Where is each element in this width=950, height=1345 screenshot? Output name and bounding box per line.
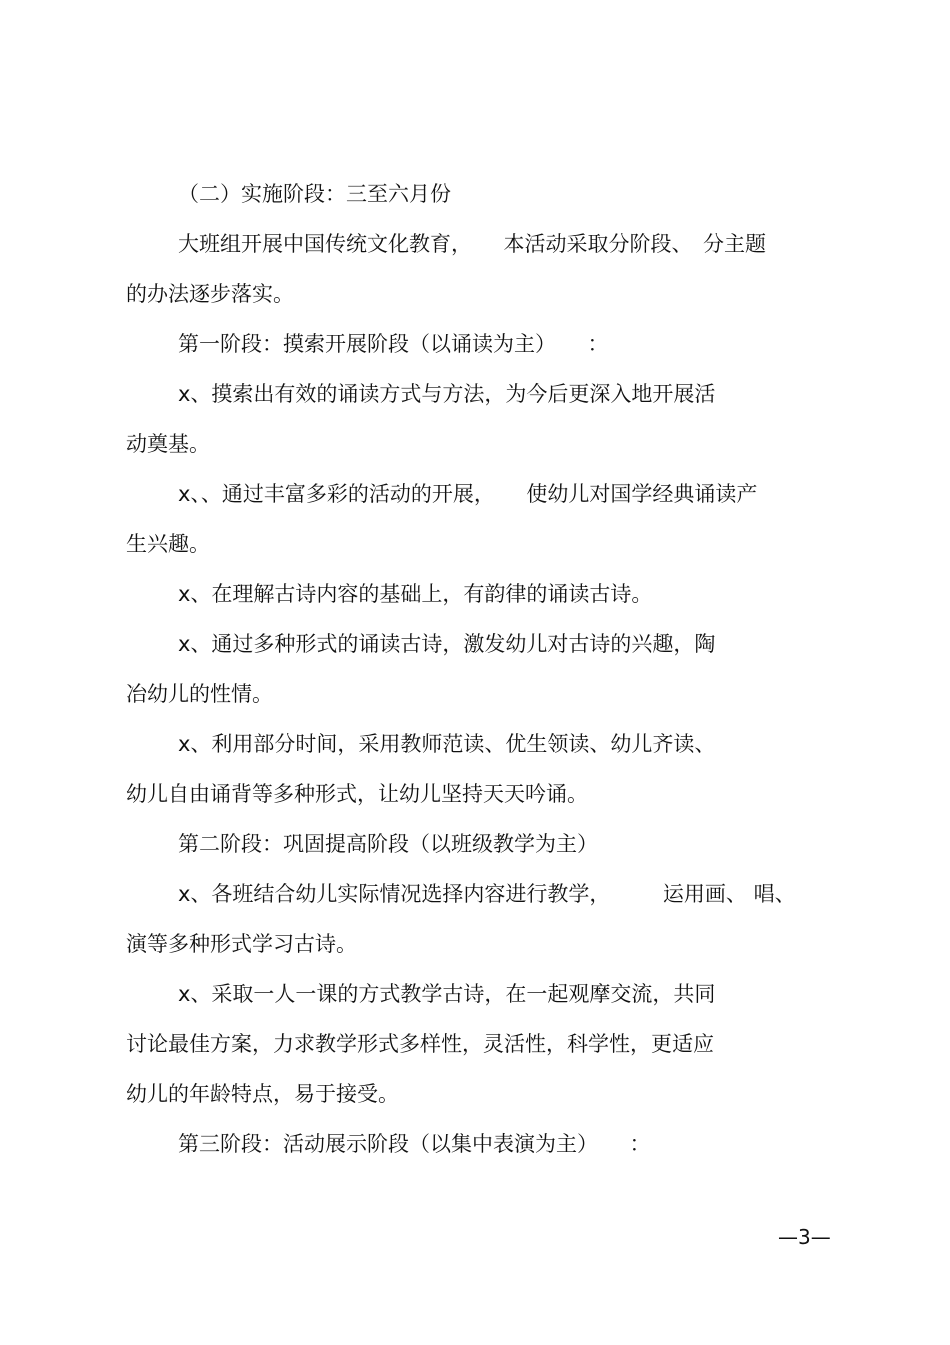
stage-heading: 第一阶段：摸索开展阶段（以诵读为主） ： (178, 332, 609, 356)
paragraph-line: 动奠基。 (126, 432, 210, 456)
section-heading: （二）实施阶段：三至六月份 (178, 182, 451, 206)
paragraph-line: 冶幼儿的性情。 (126, 682, 273, 706)
paragraph-line: x、、通过丰富多彩的活动的开展， 使幼儿对国学经典诵读产 (178, 482, 758, 506)
stage-heading: 第三阶段：活动展示阶段（以集中表演为主） ： (178, 1132, 651, 1156)
paragraph-line: x、利用部分时间，采用教师范读、优生领读、幼儿齐读、 (178, 732, 716, 756)
paragraph-line: x、摸索出有效的诵读方式与方法，为今后更深入地开展活 (178, 382, 716, 406)
paragraph-line: 演等多种形式学习古诗。 (126, 932, 357, 956)
paragraph-line: 幼儿自由诵背等多种形式，让幼儿坚持天天吟诵。 (126, 782, 588, 806)
paragraph-line: 的办法逐步落实。 (126, 282, 294, 306)
paragraph-line: x、采取一人一课的方式教学古诗，在一起观摩交流，共同 (178, 982, 716, 1006)
paragraph-line: 大班组开展中国传统文化教育， 本活动采取分阶段、 分主题 (178, 232, 766, 256)
paragraph-line: 生兴趣。 (126, 532, 210, 556)
paragraph-line: x、各班结合幼儿实际情况选择内容进行教学， 运用画、 唱、 (178, 882, 796, 906)
paragraph-line: 讨论最佳方案，力求教学形式多样性，灵活性，科学性，更适应 (126, 1032, 714, 1056)
paragraph-line: x、在理解古诗内容的基础上，有韵律的诵读古诗。 (178, 582, 653, 606)
stage-heading: 第二阶段：巩固提高阶段（以班级教学为主） (178, 832, 598, 856)
page-number: —3— (778, 1225, 831, 1249)
paragraph-line: 幼儿的年龄特点，易于接受。 (126, 1082, 399, 1106)
paragraph-line: x、通过多种形式的诵读古诗，激发幼儿对古诗的兴趣，陶 (178, 632, 716, 656)
